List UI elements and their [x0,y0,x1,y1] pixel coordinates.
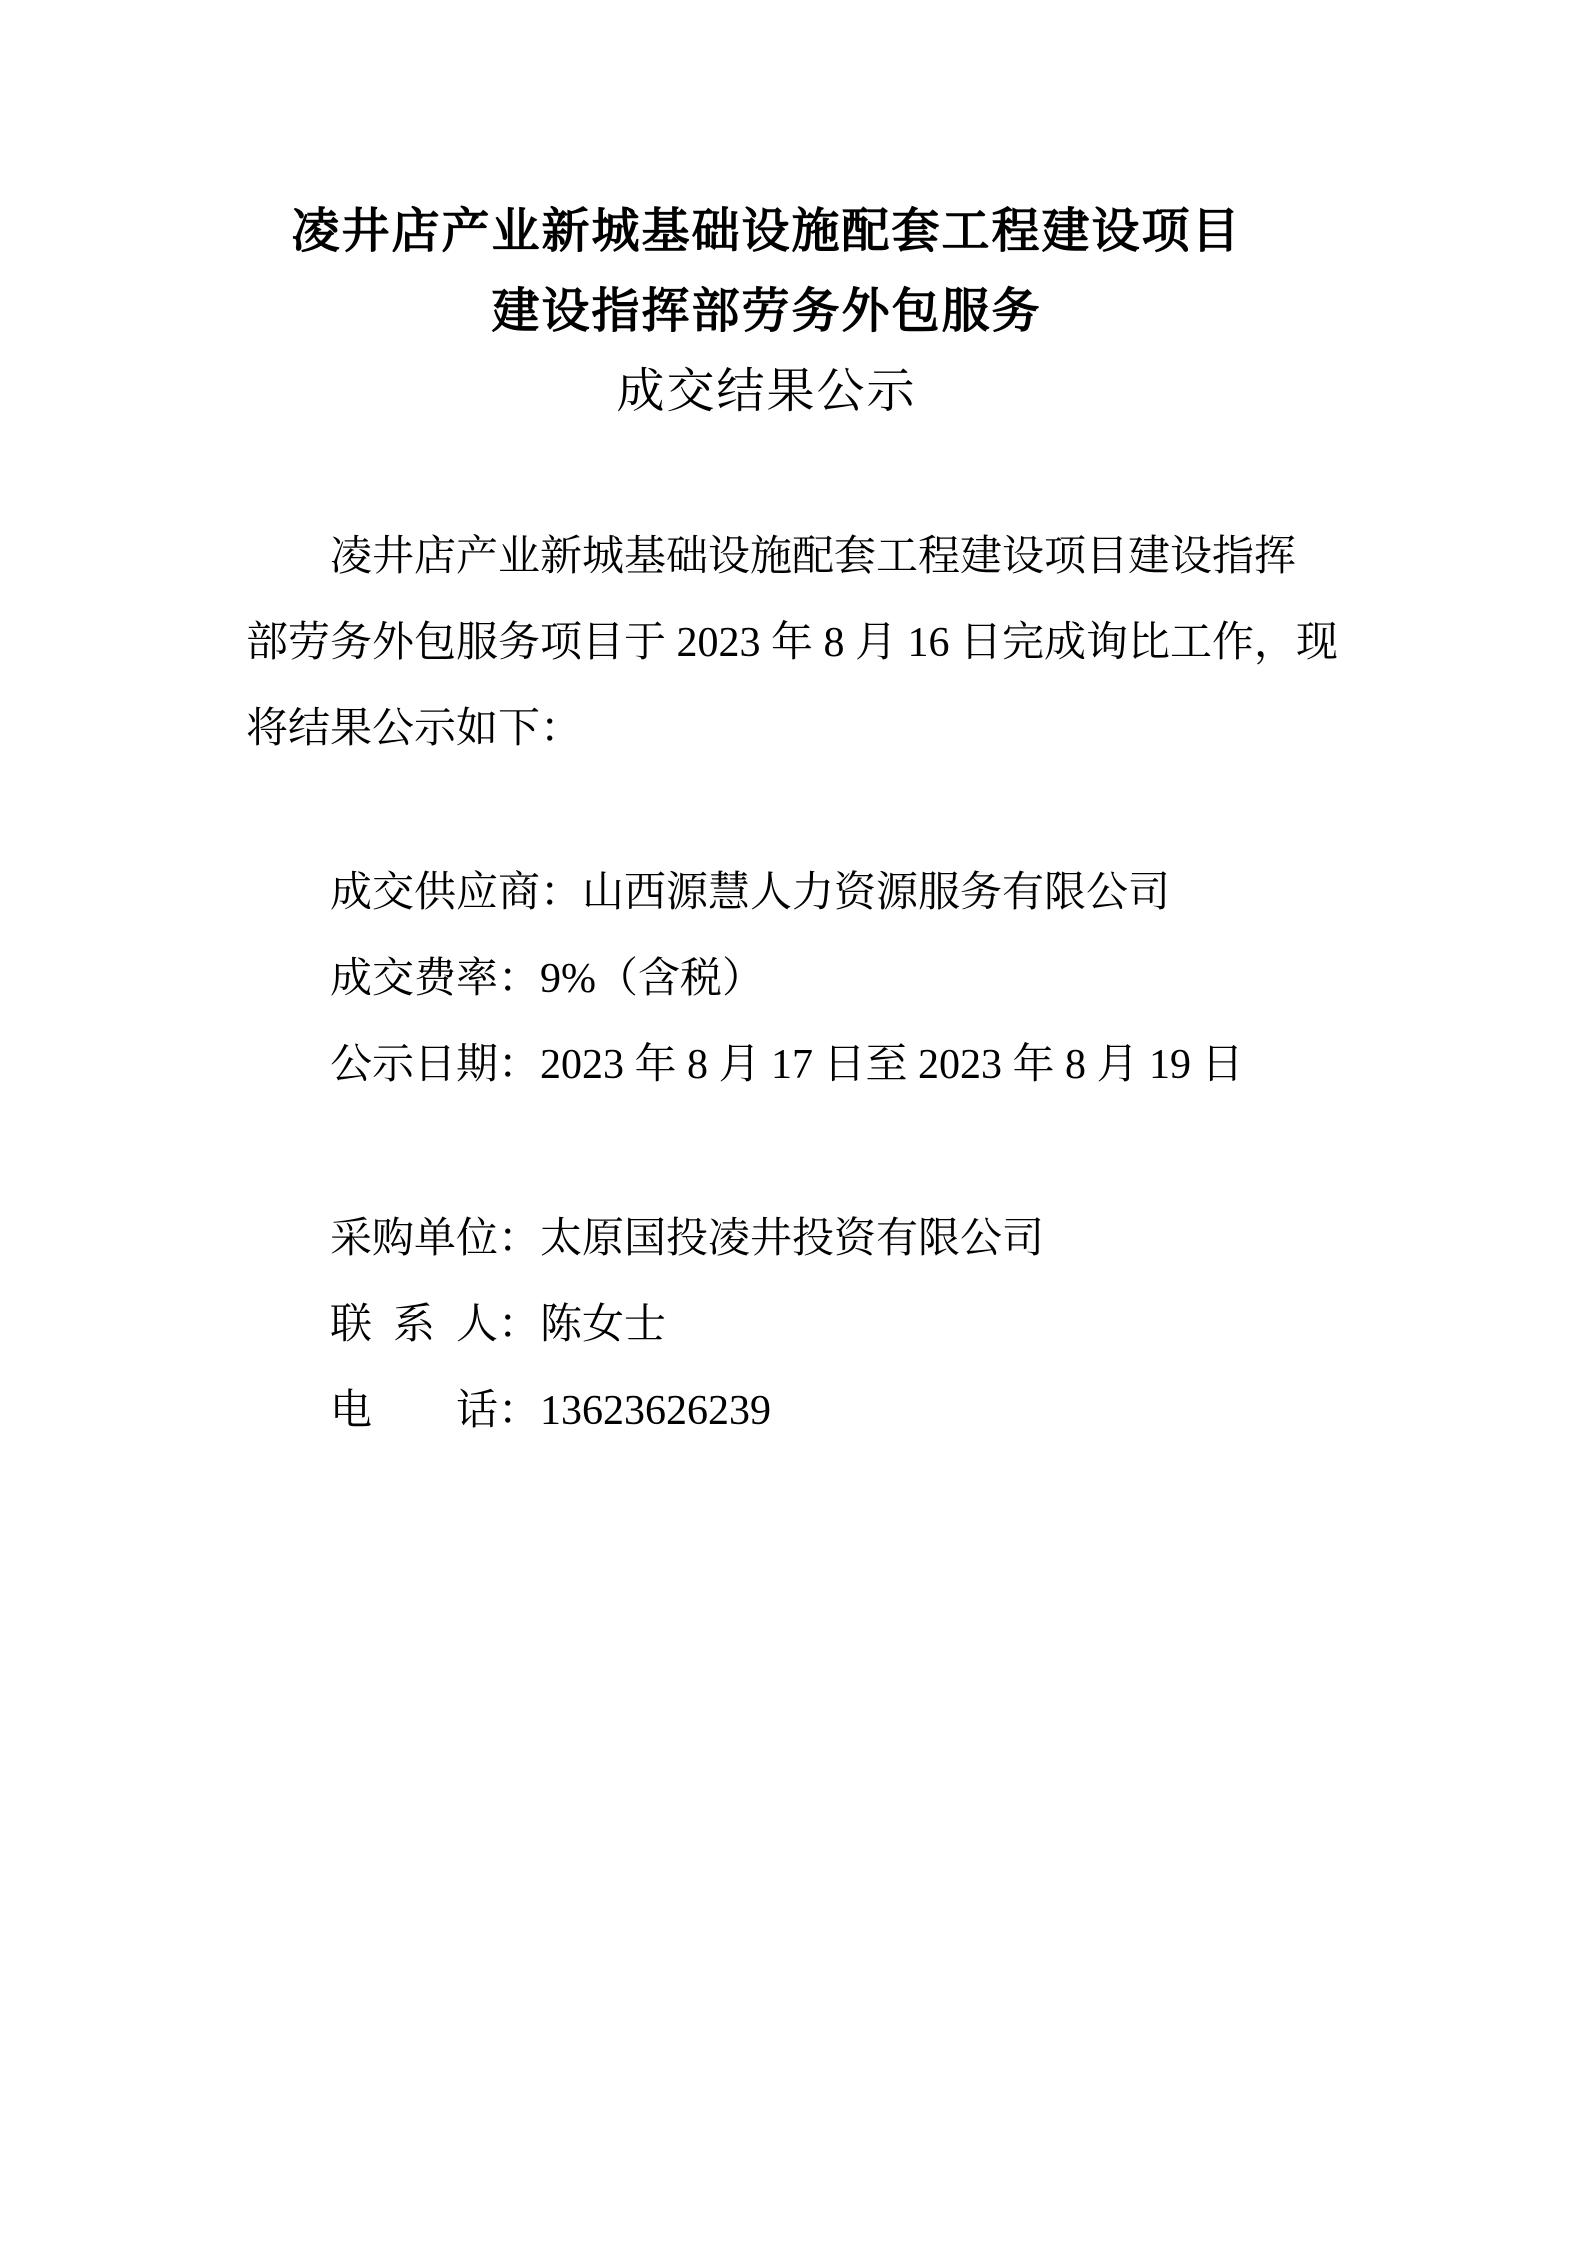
purchaser-row [246,1196,1287,1282]
intro-paragraph-line: 凌井店产业新城基础设施配套工程建设项目建设指挥 [330,534,1297,580]
colon: ： [498,1388,541,1434]
colon: ： [540,870,583,916]
title-line-2: 建设指挥部劳务外包服务 [491,285,1042,338]
contact-info-block [246,1196,1287,1454]
deal-rate-row [246,936,1287,1022]
deal-rate-value: 9%（含税） [540,956,765,1002]
deal-publicity-date-value: 2023 年 8 月 17 日至 2023 年 8 月 19 日 [540,1042,1244,1088]
phone-label: 电话 [330,1388,498,1434]
contact-person-row [246,1282,1287,1368]
deal-supplier-value: 山西源慧人力资源服务有限公司 [582,870,1171,916]
contact-person-label: 联系人 [330,1302,498,1348]
purchaser-value: 太原国投凌井投资有限公司 [540,1216,1045,1262]
colon: ： [498,1216,541,1262]
colon: ： [498,1042,541,1088]
deal-publicity-date-row [246,1022,1287,1108]
document-content [246,0,1339,1454]
title-line-3: 成交结果公示 [616,365,917,418]
title-line-1: 凌井店产业新城基础设施配套工程建设项目 [291,205,1242,258]
deal-publicity-date-label: 公示日期 [330,1042,499,1088]
contact-person-value: 陈女士 [540,1302,667,1348]
phone-row [246,1368,1287,1454]
phone-value: 13623626239 [540,1388,772,1434]
deal-info-block [246,850,1287,1108]
colon: ： [498,1302,541,1348]
purchaser-label: 采购单位 [330,1216,499,1262]
deal-rate-label: 成交费率 [330,956,499,1002]
deal-supplier-row [246,850,1287,936]
intro-paragraph-line: 部劳务外包服务项目于 2023 年 8 月 16 日完成询比工作，现 [246,620,1339,666]
intro-paragraph-line: 将结果公示如下： [246,706,583,752]
deal-supplier-label: 成交供应商 [330,870,541,916]
intro-paragraph [246,514,1339,772]
colon: ： [498,956,541,1002]
